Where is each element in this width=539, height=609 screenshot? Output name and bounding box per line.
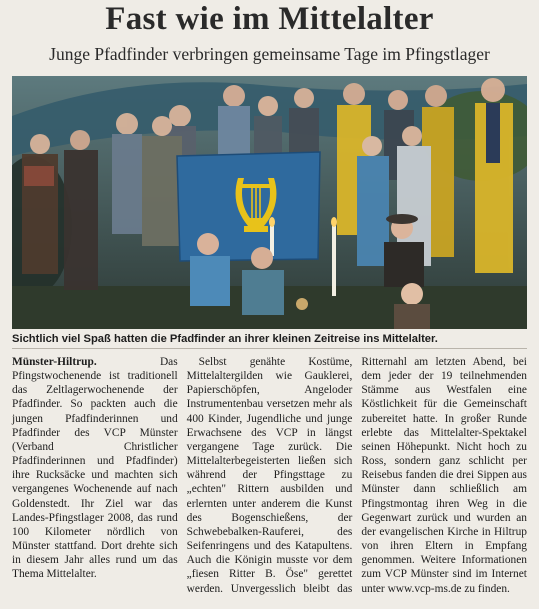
- paragraph-2: Selbst genähte Kostüme, Mittelaltergilden wie Gauklerei, Papierschöpfen, Angeloder Instrumentenbau versetzen mehr als 400 Kinder, Jugendliche und junge Erwachsene des VCP in längst vergangene Tage zurück. Die Mittelalterbegeisterten ließen sich während der Pfingsttage zu „echten" Rittern ausbilden und erlernten unter anderem die Kunst des Bogenschießens, der Schwebebalken-Rauferei, des Seifenringens und des Katapultens. Auch die Königin musste vor dem „fiesen Ritter B. Öse" gerettet werden. Unvergesslich bleibt das Ritternahl am letzten Abend, bei dem jeder der 19 teilnehmenden Stämme aus Westfalen eine Köstlichkeit für die Gemeinschaft zubereitet hatte. In großer Runde erlebte das Mittelalter-Spektakel seinen Höhepunkt. Nicht hoch zu Ross, sondern ganz schlicht per Reisebus fanden die drei Sippen aus Münster dann schließlich am Pfingstmontag ihren Weg in die Gegenwart zurück und wurden an der evangelischen Kirche in Hiltrup von ihren Eltern in Empfang genommen. Weitere Informationen zum VCP Münster sind im Internet unter www.vcp-ms.de zu finden.: [186, 356, 527, 595]
- article-photo: [12, 76, 527, 329]
- subheadline: Junge Pfadfinder verbringen gemeinsame Tage im Pfingstlager: [49, 44, 490, 64]
- headline: Fast wie im Mittelalter: [105, 1, 434, 37]
- paragraph-1: [12, 355, 178, 582]
- divider: [12, 348, 527, 349]
- photo-caption: Sichtlich viel Spaß hatten die Pfadfinder an ihrer kleinen Zeitreise ins Mittelalter.: [12, 333, 438, 345]
- paragraph-1-text: Das Pfingstwochenende ist traditionell das Zeltlagerwochenende der Pfadfinder. So packten auch die jungen Pfadfinderinnen und Pfadfinder des VCP Münster (Verband Christlicher Pfadfinderinnen und Pfadfinder) ihre Rucksäcke und machten sich vergangenes Wochenende auf nach Goldenstedt. Ihr Ziel war das Landes-Pfingstlager 2008, das rund 100 Kilometer nördlich von Münster stattfand. Dort drehte sich in diesem Jahr alles rund um das Thema Mittelalter.: [12, 356, 178, 581]
- article-body: [12, 355, 527, 609]
- dateline: Münster-Hiltrup.: [12, 356, 97, 368]
- scout-group-photo: [12, 76, 527, 329]
